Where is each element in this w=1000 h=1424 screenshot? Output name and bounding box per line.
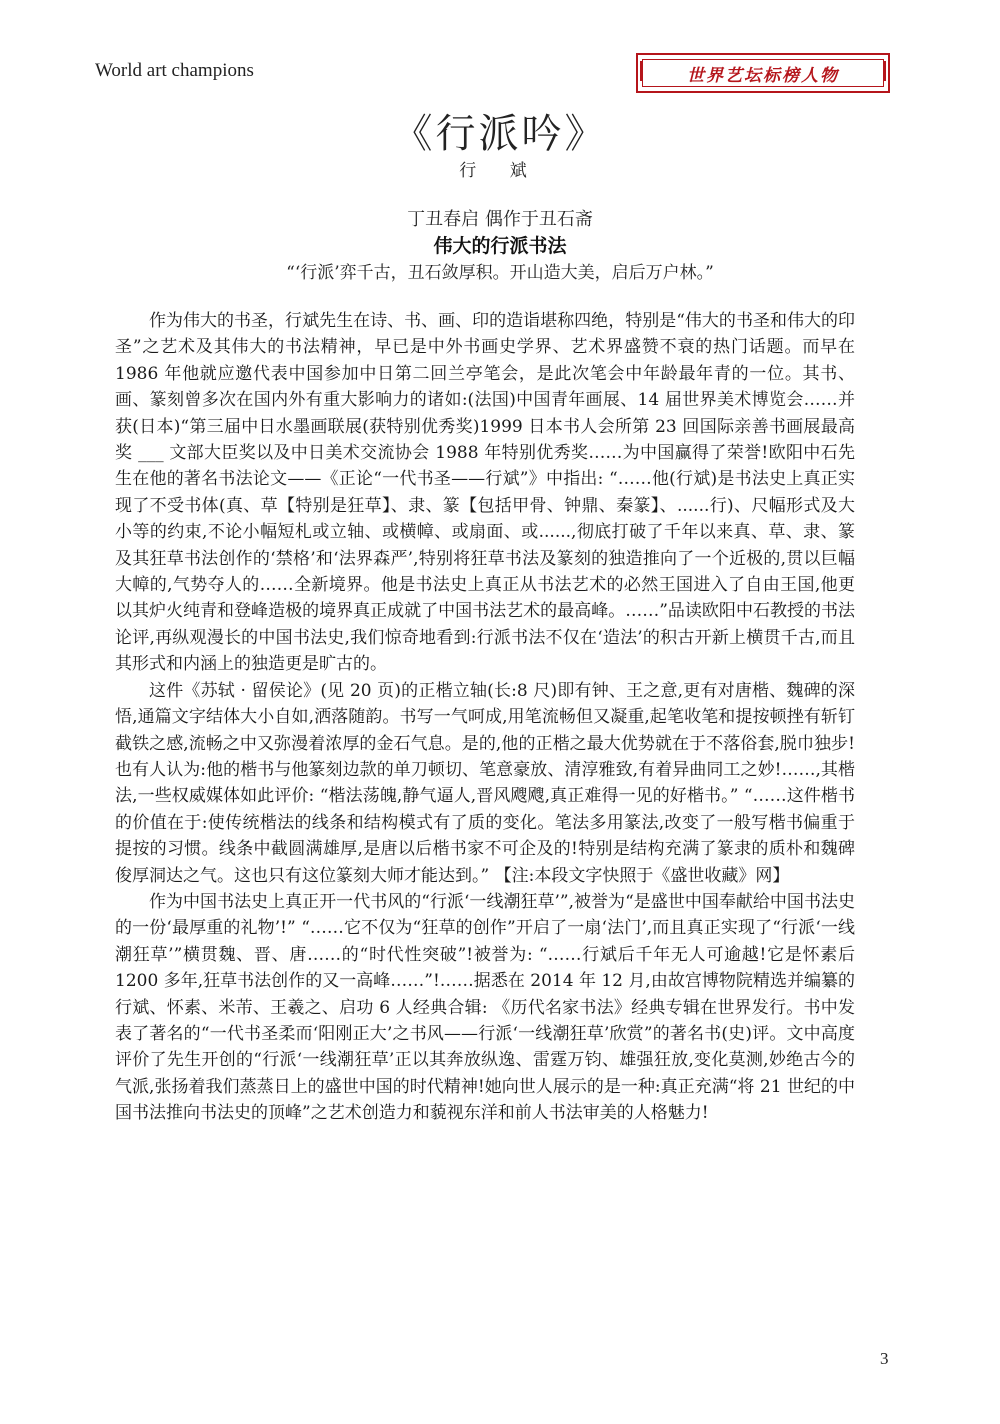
- section-heading: 伟大的行派书法: [433, 235, 567, 257]
- seal-bar-right-icon: [884, 61, 886, 81]
- running-header: World art champions: [95, 60, 254, 81]
- header-seal-badge: [636, 53, 890, 93]
- body-paragraph-1: 作为伟大的书圣，行斌先生在诗、书、画、印的造诣堪称四绝，特别是“伟大的书圣和伟大的印圣”之艺术及其伟大的书法精神，早已是中外书画史学界、艺术界盛赞不衰的热门话题。而早在 1986 年他就应邀代表中国参加中日第二回兰亭笔会，是此次笔会中年龄最年青的一位。其书、画、篆刻曾多次在国内外有重大影响力的诸如:(法国)中国青年画展、14 届世界美术博览会……并获(日本)“第三届中日水墨画联展(获特别优秀奖)1999 日本书人会所第 23 回国际亲善书画展最高奖 ___ 文部大臣奖以及中日美术交流协会 1988 年特别优秀奖……为中国赢得了荣誉!欧阳中石先生在他的著名书法论文——《正论“一代书圣——行斌”》中指出: “……他(行斌)是书法史上真正实现了不受书体(真、草【特别是狂草】、隶、篆【包括甲骨、钟鼎、秦篆】、......行)、尺幅形式及大小等的约束,不论小幅短札或立轴、或横幛、或扇面、或......,彻底打破了千年以来真、草、隶、篆及其狂草书法创作的‘禁格’和‘法界森严’,特别将狂草书法及篆刻的独造推向了一个近极的,贯以巨幅大幛的,气势夺人的……全新境界。他是书法史上真正从书法艺术的必然王国进入了自由王国,他更以其炉火纯青和登峰造极的境界真正成就了中国书法艺术的最高峰。……”品读欧阳中石教授的书法论评,再纵观漫长的中国书法史,我们惊奇地看到:行派书法不仅在‘造法’的积古开新上横贯千古,而且其形式和内涵上的独造更是旷古的。: [115, 311, 855, 675]
- page-number: 3: [880, 1349, 889, 1368]
- article-title: 《行派吟》: [392, 111, 608, 157]
- seal-inner-frame: [642, 59, 884, 87]
- article-author: 行 斌: [459, 161, 541, 181]
- body-paragraph-3: 作为中国书法史上真正开一代书风的“行派‘一线潮狂草’”,被誉为“是盛世中国奉献给中国书法史的一份‘最厚重的礼物’!” “……它不仅为“狂草的创作”开启了一扇‘法门’,而且真正实现了“行派‘一线潮狂草’”横贯魏、晋、唐……的“时代性突破”!被誉为: “……行斌后千年无人可逾越!它是怀素后 1200 多年,狂草书法创作的又一高峰……”!……据悉在 2014 年 12 月,由故宫博物院精选并编纂的行斌、怀素、米芾、王羲之、启功 6 人经典合辑: 《历代名家书法》经典专辑在世界发行。书中发表了著名的“一代书圣柔而‘阳刚正大’之书风——行派‘一线潮狂草’欣赏”的著名书(史)评。文中高度评价了先生开创的“行派‘一线潮狂草’正以其奔放纵逸、雷霆万钧、雄强狂放,变化莫测,妙绝古今的气派,张扬着我们蒸蒸日上的盛世中国的时代精神!她向世人展示的是一种:真正充满“将 21 世纪的中国书法推向书法史的顶峰”之艺术创造力和藐视东洋和前人书法审美的人格魅力!: [115, 891, 855, 1124]
- poem-quote: “‘行派’弈千古，丑石敛厚积。开山造大美，启后万户林。”: [286, 263, 714, 283]
- article-body: [115, 308, 855, 1127]
- article-subtitle: 丁丑春启 偶作于丑石斋: [407, 209, 593, 230]
- body-paragraph-2: 这件《苏轼 · 留侯论》(见 20 页)的正楷立轴(长:8 尺)即有钟、王之意,更有对唐楷、魏碑的深悟,通篇文字结体大小自如,洒落随韵。书写一气呵成,用笔流畅但又凝重,起笔收笔和提按顿挫有斩钉截铁之感,流畅之中又弥漫着浓厚的金石气息。是的,他的正楷之最大优势就在于不落俗套,脱巾独步!也有人认为:他的楷书与他篆刻边款的单刀顿切、笔意豪放、清淳雅致,有着异曲同工之妙!……,其楷法,一些权威媒体如此评价: “楷法荡魄,静气逼人,晋风飕飕,真正难得一见的好楷书。” “……这件楷书的价值在于:使传统楷法的线条和结构模式有了质的变化。笔法多用篆法,改变了一般写楷书偏重于提按的习惯。线条中截圆满雄厚,是唐以后楷书家不可企及的!特别是结构充满了篆隶的质朴和魏碑俊厚洞达之气。这也只有这位篆刻大师才能达到。” 【注:本段文字快照于《盛世收藏》网】: [115, 680, 855, 886]
- seal-text: 世界艺坛标榜人物: [687, 65, 839, 86]
